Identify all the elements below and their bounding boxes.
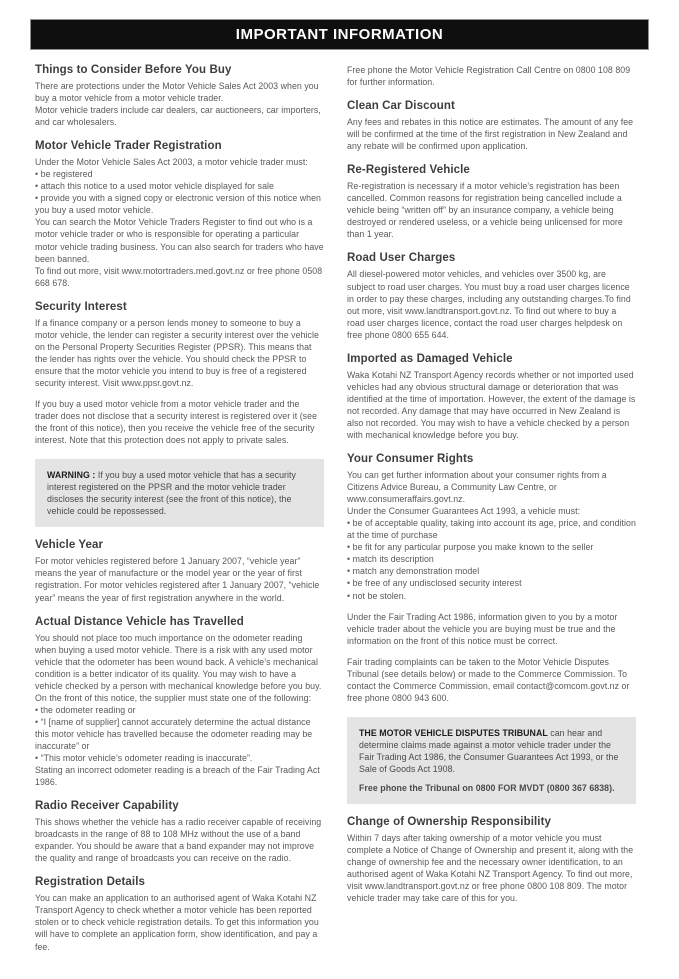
document-section — [35, 539, 324, 603]
section-heading: Clean Car Discount — [347, 100, 455, 113]
document-section — [347, 252, 636, 340]
bullet-item: • attach this notice to a used motor vehicle displayed for sale — [35, 181, 274, 192]
bullet-item: • provide you with a signed copy or electronic version of this notice when you buy a used motor vehicle. — [35, 193, 321, 216]
paragraph: Stating an incorrect odometer reading is a breach of the Fair Trading Act 1986. — [35, 765, 320, 788]
section-heading: Motor Vehicle Trader Registration — [35, 140, 222, 153]
paragraph: You can make an application to an authorised agent of Waka Kotahi NZ Transport Agency to check whether a motor vehicle has been reported stolen or to check vehicle registration details. To get this information you will have to complete an application form, show identification, and pay a fee. — [35, 893, 319, 952]
page-title: IMPORTANT INFORMATION — [235, 26, 444, 43]
bullet-item: • match its description — [347, 554, 434, 565]
header-bar — [30, 19, 649, 50]
bullet-item: • “I [name of supplier] cannot accurately determine the actual distance this motor vehicle has travelled because the odometer reading may be inaccurate” or — [35, 716, 313, 751]
section-heading: Road User Charges — [347, 252, 456, 265]
section-heading: Actual Distance Vehicle has Travelled — [35, 615, 244, 628]
bullet-item: • be free of any undisclosed security interest — [347, 578, 522, 589]
document-section — [347, 717, 636, 804]
paragraph: For motor vehicles registered before 1 January 2007, “vehicle year” means the year of manufacture or the model year or the year of first registration. For motor vehicles registered after 1 January 2007, “vehicle year” means the year of first registration anywhere in the world. — [35, 556, 320, 603]
column-left — [35, 64, 324, 953]
section-heading: Re-Registered Vehicle — [347, 164, 470, 177]
box-lead: THE MOTOR VEHICLE DISPUTES TRIBUNAL — [359, 727, 548, 738]
paragraph: This shows whether the vehicle has a radio receiver capable of receiving broadcasts in the range of 88 to 108 MHz without the use of a band expander. You should be aware that a band expander may not improve the quality and range of broadcasts you can receive on the radio. — [35, 817, 322, 864]
document-section — [35, 876, 324, 952]
paragraph: Within 7 days after taking ownership of a motor vehicle you must complete a Notice of Change of Ownership and present it, along with the change of ownership fee and the necessary owner identification, to an authorised agent of Waka Kotahi NZ Transport Agency. To find out more, visit www.landtransport.govt.nz or free phone 0800 108 809. The motor vehicle trader may take care of this for you. — [347, 833, 634, 904]
box-body: can hear and determine claims made against a motor vehicle trader under the Fair Trading Act 1986, the Consumer Guarantees Act 1993, or the Sale of Goods Act 1908. — [359, 727, 619, 775]
paragraph: On the front of this notice, the supplier must state one of the following: — [35, 692, 312, 703]
paragraph: Waka Kotahi NZ Transport Agency records whether or not imported used vehicles had any obvious structural damage or deterioration that was identified at the time of importation. However, the extent of the damage is not recorded. Any damage that may have occurred in New Zealand is also not recorded. You may wish to have a vehicle checked by a person with mechanical knowledge before you buy. — [347, 369, 636, 440]
paragraph: Re-registration is necessary if a motor vehicle’s registration has been cancelled. Common reasons for registration being cancelled include a vehicle being “written off” by an insurance company, a vehicle being destroyed or rendered useless, or a vehicle being unlicensed for more than 1 year. — [347, 181, 623, 240]
paragraph: To find out more, visit www.motortraders.med.govt.nz or free phone 0508 668 678. — [35, 265, 323, 288]
box-lead: WARNING : — [47, 470, 96, 481]
column-right — [347, 64, 636, 953]
section-heading: Your Consumer Rights — [347, 453, 474, 466]
document-section — [35, 140, 324, 289]
document-section — [347, 64, 636, 88]
section-heading: Radio Receiver Capability — [35, 800, 179, 813]
bullet-item: • be of acceptable quality, taking into account its age, price, and condition at the time of purchase — [347, 518, 636, 541]
paragraph: Any fees and rebates in this notice are estimates. The amount of any fee will be confirmed at the time of the first registration in New Zealand and any rebate will be confirmed upon application. — [347, 117, 634, 152]
document-section — [347, 100, 636, 152]
warning-box — [35, 459, 324, 527]
bullet-item: • not be stolen. — [347, 590, 407, 601]
paragraph: Under the Consumer Guarantees Act 1993, a vehicle must: — [347, 506, 581, 517]
document-section — [35, 459, 324, 527]
paragraph: You should not place too much importance on the odometer reading when buying a used motor vehicle. There is a risk with any used motor vehicle that the odometer has been wound back. A vehicle’s mechanical condition is a better indicator of its quality. You may wish to have a vehicle checked by a person with mechanical knowledge before you buy. — [35, 632, 322, 691]
document-section — [35, 301, 324, 446]
section-heading: Vehicle Year — [35, 539, 104, 552]
paragraph: There are protections under the Motor Vehicle Sales Act 2003 when you buy a motor vehicle from a motor vehicle trader. — [35, 81, 319, 104]
section-heading: Registration Details — [35, 876, 145, 889]
paragraph: Fair trading complaints can be taken to the Motor Vehicle Disputes Tribunal (see details below) or made to the Commerce Commission. To contact the Commerce Commission, email contact@comcom.govt.nz or free phone 0800 943 600. — [347, 656, 630, 703]
section-heading: Security Interest — [35, 300, 127, 313]
document-section — [35, 800, 324, 864]
bullet-item: • be fit for any particular purpose you make known to the seller — [347, 542, 594, 553]
paragraph: Under the Motor Vehicle Sales Act 2003, a motor vehicle trader must: — [35, 157, 308, 168]
paragraph: If a finance company or a person lends money to someone to buy a motor vehicle, the lender can register a security interest over the vehicle on the Personal Property Securities Register (PPSR). This means that the lender has rights over the vehicle. You should check the PPSR to ensure that the motor vehicle you intend to buy is free of a registered security interest. Visit www.ppsr.govt.nz. — [35, 317, 319, 388]
document-section — [347, 353, 636, 441]
box-body: If you buy a used motor vehicle that has a security interest registered on the PPSR and the motor vehicle trader discloses the security interest (see the front of this notice), the vehicle could be repossessed. — [47, 470, 296, 517]
paragraph: Under the Fair Trading Act 1986, information given to you by a motor vehicle trader about the vehicle you are buying must be true and the information on the front of this notice must be correct. — [347, 611, 618, 646]
document-section — [347, 164, 636, 240]
paragraph: Motor vehicle traders include car dealers, car auctioneers, car importers, and car wholesalers. — [35, 105, 321, 128]
content-columns — [0, 50, 679, 953]
section-heading: Imported as Damaged Vehicle — [347, 352, 513, 365]
document-section — [347, 816, 636, 904]
document-section — [347, 453, 636, 704]
bullet-item: • match any demonstration model — [347, 566, 480, 577]
document-section — [35, 616, 324, 789]
section-heading: Things to Consider Before You Buy — [35, 64, 232, 76]
section-heading: Change of Ownership Responsibility — [347, 816, 552, 829]
paragraph: You can get further information about your consumer rights from a Citizens Advice Bureau, a Community Law Centre, or www.consumeraffairs.govt.nz. — [347, 470, 607, 505]
paragraph: All diesel-powered motor vehicles, and vehicles over 3500 kg, are subject to road user charges. You must buy a road user charges licence in order to pay these charges, including any outstanding charges.To find out more, visit www.landtransport.govt.nz. To find out where to buy a road user charges licence, contact the road user charges helpdesk on free phone 0800 655 644. — [347, 269, 631, 340]
paragraph: You can search the Motor Vehicle Traders Register to find out who is a motor vehicle trader or who is responsible for operating a particular motor vehicle trading business. You can also search for traders who have been banned. — [35, 217, 324, 264]
document-section — [35, 64, 324, 128]
paragraph: Free phone the Motor Vehicle Registration Call Centre on 0800 108 809 for further information. — [347, 65, 631, 88]
bullet-item: • the odometer reading or — [35, 704, 136, 715]
box-text — [359, 727, 624, 775]
bullet-item: • be registered — [35, 169, 93, 180]
box-footer: Free phone the Tribunal on 0800 FOR MVDT (0800 367 6838). — [359, 783, 615, 794]
paragraph: If you buy a used motor vehicle from a motor vehicle trader and the trader does not disclose that a security interest is registered over it (see the front of this notice), then you receive the vehicle free of the security interest. Note that this protection does not apply to private sales. — [35, 398, 318, 446]
tribunal-box — [347, 717, 636, 804]
box-text — [47, 469, 312, 517]
bullet-item: • “This motor vehicle’s odometer reading is inaccurate”. — [35, 753, 253, 764]
notice-page — [0, 19, 679, 979]
